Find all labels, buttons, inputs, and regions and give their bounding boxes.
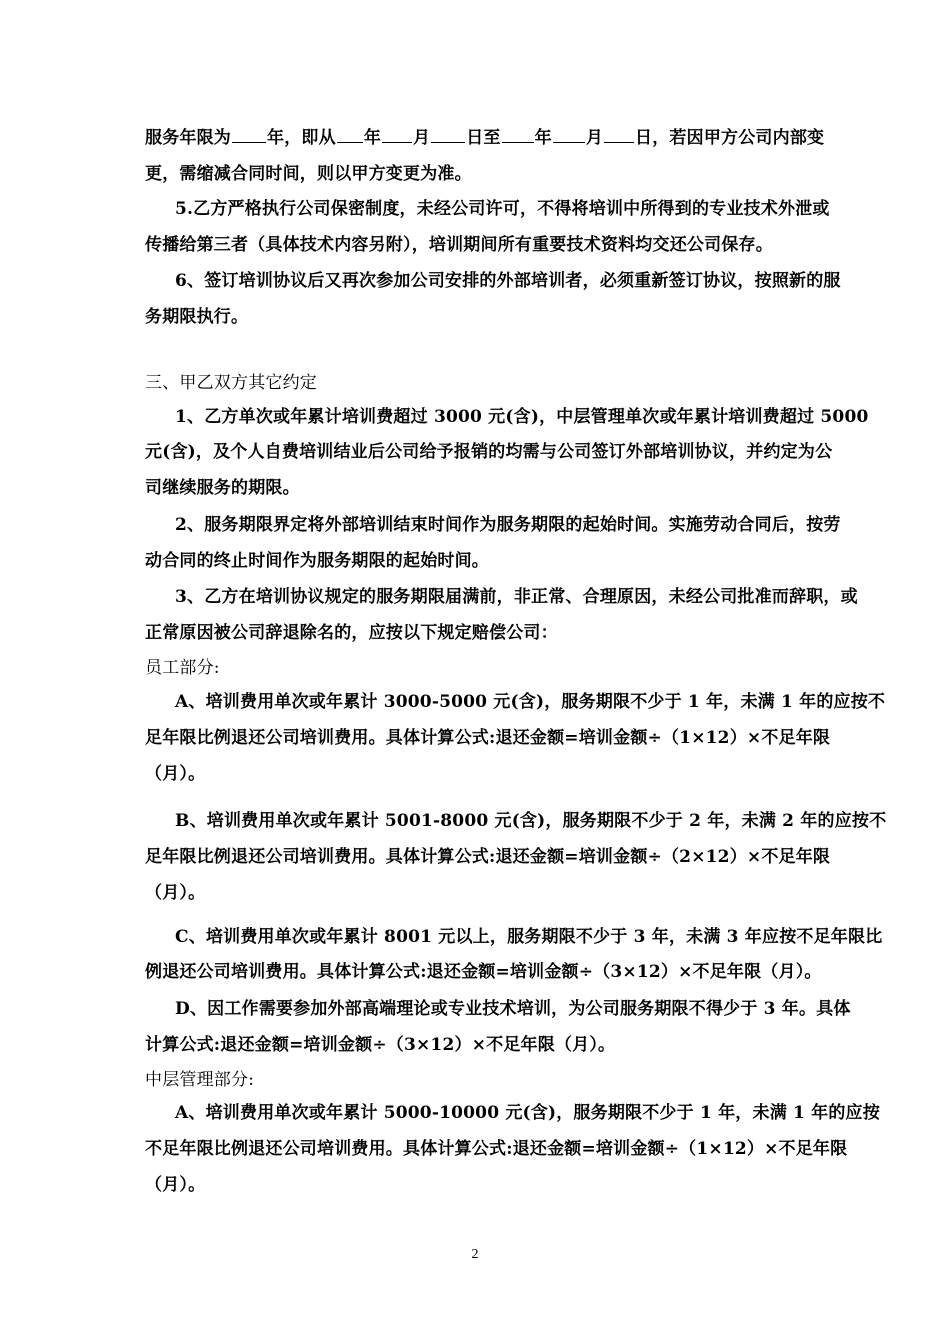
text-line: 计算公式:退还金额=培训金额÷（3×12）×不足年限（月）。 <box>145 1035 616 1055</box>
text-line: 3、乙方在培训协议规定的服务期限届满前，非正常、合理原因，未经公司批准而辞职，或 <box>175 587 858 607</box>
text-line: 动合同的终止时间作为服务期限的起始时间。 <box>145 551 489 571</box>
text-line: 足年限比例退还公司培训费用。具体计算公式:退还金额=培训金额÷（1×12）×不足年限 <box>145 728 831 748</box>
text-line: 例退还公司培训费用。具体计算公式:退还金额=培训金额÷（3×12）×不足年限（月）。 <box>145 962 822 982</box>
blank-field <box>232 126 266 143</box>
text-line: 不足年限比例退还公司培训费用。具体计算公式:退还金额=培训金额÷（1×12）×不足年限 <box>145 1139 848 1159</box>
section-heading: 三、甲乙双方其它约定 <box>145 373 317 393</box>
blank-field <box>337 126 363 143</box>
text-line: 5.乙方严格执行公司保密制度，未经公司许可，不得将培训中所得到的专业技术外泄或 <box>175 199 830 219</box>
text-line: 传播给第三者（具体技术内容另附），培训期间所有重要技术资料均交还公司保存。 <box>145 235 773 255</box>
text-line: （月）。 <box>145 883 206 903</box>
text-fragment: 年 <box>534 128 552 148</box>
subsection-heading: 员工部分: <box>145 658 220 678</box>
page-number: 2 <box>471 1247 479 1262</box>
subsection-heading: 中层管理部分: <box>145 1070 255 1090</box>
text-line <box>145 126 825 149</box>
text-line: A、培训费用单次或年累计 3000-5000 元(含)，服务期限不少于 1 年，未满 1 年的应按不 <box>175 692 886 712</box>
text-line: 1、乙方单次或年累计培训费超过 3000 元(含)，中层管理单次或年累计培训费超过 5000 <box>175 407 869 427</box>
text-line: 务期限执行。 <box>145 307 249 327</box>
text-fragment: 服务年限为 <box>145 128 231 148</box>
text-line: 正常原因被公司辞退除名的，应按以下规定赔偿公司： <box>145 623 558 643</box>
text-line: 司继续服务的期限。 <box>145 478 300 498</box>
blank-field <box>553 126 585 143</box>
text-line: 6、签订培训协议后又再次参加公司安排的外部培训者，必须重新签订协议，按照新的服 <box>175 271 841 291</box>
blank-field <box>431 126 465 143</box>
text-fragment: 月 <box>413 128 431 148</box>
text-line: 足年限比例退还公司培训费用。具体计算公式:退还金额=培训金额÷（2×12）×不足年限 <box>145 847 831 867</box>
text-line: （月）。 <box>145 1175 206 1195</box>
text-line: A、培训费用单次或年累计 5000-10000 元(含)，服务期限不少于 1 年，未满 1 年的应按 <box>175 1103 880 1123</box>
text-line: （月）。 <box>145 764 206 784</box>
text-line: D、因工作需要参加外部高端理论或专业技术培训，为公司服务期限不得少于 3 年。具体 <box>175 999 851 1019</box>
text-fragment: 年 <box>363 128 382 148</box>
text-line: 元(含)，及个人自费培训结业后公司给予报销的均需与公司签订外部培训协议，并约定为公 <box>145 442 833 462</box>
blank-field <box>604 126 634 143</box>
text-fragment: 日，若因甲方公司内部变 <box>635 128 825 148</box>
text-fragment: 日至 <box>466 128 501 148</box>
text-line: B、培训费用单次或年累计 5001-8000 元(含)，服务期限不少于 2 年，未满 2 年的应按不 <box>175 811 887 831</box>
blank-field <box>502 126 534 143</box>
text-line: 2、服务期限界定将外部培训结束时间作为服务期限的起始时间。实施劳动合同后，按劳 <box>175 515 841 535</box>
blank-field <box>382 126 412 143</box>
text-line: 更，需缩减合同时间，则以甲方变更为准。 <box>145 164 472 184</box>
text-fragment: 月 <box>585 128 604 148</box>
text-fragment: 年，即从 <box>267 128 336 148</box>
text-line: C、培训费用单次或年累计 8001 元以上，服务期限不少于 3 年，未满 3 年应按不足年限比 <box>175 927 883 947</box>
